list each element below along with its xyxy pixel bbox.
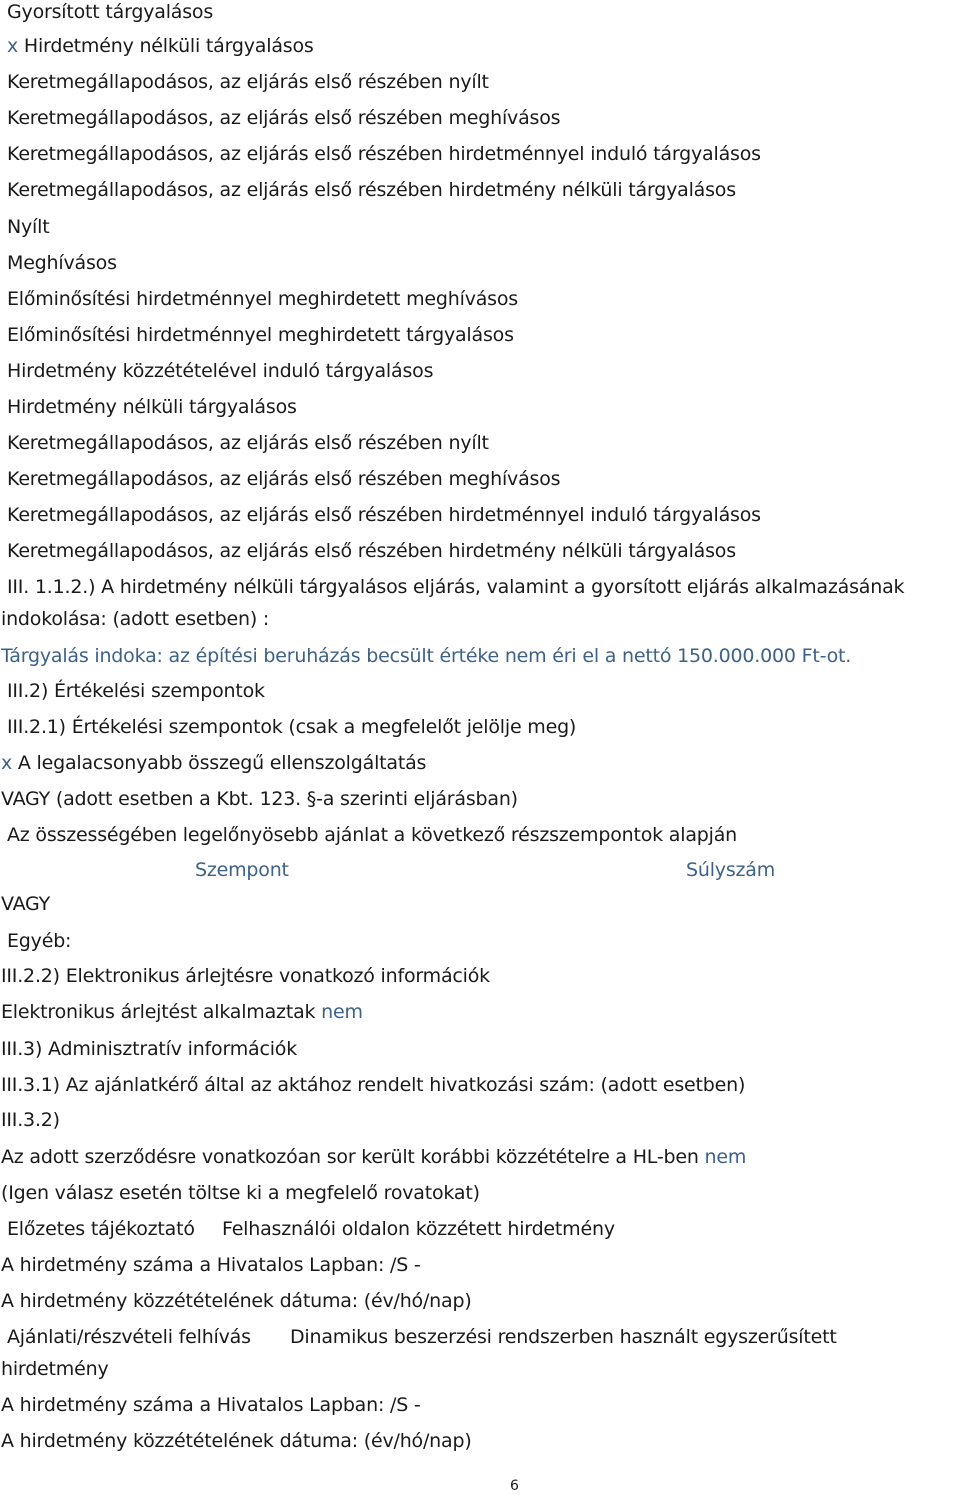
section-3-2-2-title: III.2.2) Elektronikus árlejtésre vonatkozó információk bbox=[1, 965, 490, 987]
dps-option-cont: hirdetmény bbox=[1, 1358, 109, 1380]
criterion-lowest-price-checked bbox=[1, 751, 426, 775]
previous-publication-label: Az adott szerződésre vonatkozóan sor került korábbi közzétételre a HL-ben bbox=[1, 1146, 699, 1168]
other-label: Egyéb: bbox=[7, 930, 72, 952]
procedure-framework-negotiated-with-notice: Keretmegállapodásos, az eljárás első részében hirdetménnyel induló tárgyalásos bbox=[7, 143, 761, 165]
procedure-framework-open: Keretmegállapodásos, az eljárás első részében nyílt bbox=[7, 71, 489, 93]
section-3-2-title: III.2) Értékelési szempontok bbox=[7, 680, 265, 702]
previous-publication-line bbox=[1, 1145, 746, 1169]
electronic-auction-label: Elektronikus árlejtést alkalmaztak bbox=[1, 1001, 316, 1023]
dps-option: Dinamikus beszerzési rendszerben használt egyszerűsített bbox=[290, 1326, 837, 1348]
section-3-3-title: III.3) Adminisztratív információk bbox=[1, 1038, 298, 1060]
section-3-3-1-title: III.3.1) Az ajánlatkérő által az aktához rendelt hivatkozási szám: (adott esetben) bbox=[1, 1074, 746, 1096]
check-mark: x bbox=[7, 35, 19, 57]
negotiation-reason: Tárgyalás indoka: az építési beruházás becsült értéke nem éri el a nettó 150.000.000 Ft-ot. bbox=[1, 645, 852, 667]
procedure-negotiated-without-notice: Hirdetmény nélküli tárgyalásos bbox=[7, 396, 297, 418]
procedure-framework-restricted: Keretmegállapodásos, az eljárás első részében meghívásos bbox=[7, 107, 561, 129]
procedure-framework-negotiated-without-notice: Keretmegállapodásos, az eljárás első részében hirdetmény nélküli tárgyalásos bbox=[7, 179, 736, 201]
check-mark: x bbox=[1, 752, 13, 774]
procedure-framework-restricted-2: Keretmegállapodásos, az eljárás első részében meghívásos bbox=[7, 468, 561, 490]
procedure-framework-negotiated-without-notice-2: Keretmegállapodásos, az eljárás első részében hirdetmény nélküli tárgyalásos bbox=[7, 540, 736, 562]
procedure-restricted: Meghívásos bbox=[7, 252, 117, 274]
procedure-open: Nyílt bbox=[7, 216, 50, 238]
electronic-auction-value: nem bbox=[321, 1001, 363, 1023]
procedure-framework-negotiated-with-notice-2: Keretmegállapodásos, az eljárás első részében hirdetménnyel induló tárgyalásos bbox=[7, 504, 761, 526]
prior-info-option: Előzetes tájékoztató bbox=[7, 1218, 195, 1240]
section-3-2-1-title: III.2.1) Értékelési szempontok (csak a megfelelőt jelölje meg) bbox=[7, 716, 577, 738]
column-criterion-header: Szempont bbox=[195, 859, 289, 881]
procedure-label: Hirdetmény nélküli tárgyalásos bbox=[23, 35, 314, 57]
procedure-negotiated-without-notice-checked bbox=[7, 34, 314, 58]
criterion-label: A legalacsonyabb összegű ellenszolgáltatás bbox=[17, 752, 427, 774]
publication-date-1: A hirdetmény közzétételének dátuma: (év/hó/nap) bbox=[1, 1290, 472, 1312]
section-3-1-1-2-heading: III. 1.1.2.) A hirdetmény nélküli tárgyalásos eljárás, valamint a gyorsított eljárás alkalmazásának bbox=[7, 576, 905, 598]
if-yes-note: (Igen válasz esetén töltse ki a megfelelő rovatokat) bbox=[1, 1182, 480, 1204]
oj-number-2: A hirdetmény száma a Hivatalos Lapban: /S - bbox=[1, 1394, 421, 1416]
or-label: VAGY bbox=[1, 893, 51, 915]
buyer-profile-option: Felhasználói oldalon közzétett hirdetmény bbox=[222, 1218, 615, 1240]
procedure-negotiated-with-publication: Hirdetmény közzétételével induló tárgyalásos bbox=[7, 360, 434, 382]
procedure-prequalified-negotiated: Előminősítési hirdetménnyel meghirdetett tárgyalásos bbox=[7, 324, 514, 346]
oj-number-1: A hirdetmény száma a Hivatalos Lapban: /S - bbox=[1, 1254, 421, 1276]
call-for-tender-option: Ajánlati/részvételi felhívás bbox=[7, 1326, 251, 1348]
procedure-framework-open-2: Keretmegállapodásos, az eljárás első részében nyílt bbox=[7, 432, 489, 454]
procedure-prequalified-restricted: Előminősítési hirdetménnyel meghirdetett meghívásos bbox=[7, 288, 519, 310]
procedure-accelerated-negotiated: Gyorsított tárgyalásos bbox=[7, 1, 214, 23]
criterion-best-value: Az összességében legelőnyösebb ajánlat a következő részszempontok alapján bbox=[7, 824, 737, 846]
column-weight-header: Súlyszám bbox=[686, 859, 776, 881]
or-note: VAGY (adott esetben a Kbt. 123. §-a szerinti eljárásban) bbox=[1, 788, 518, 810]
publication-date-2: A hirdetmény közzétételének dátuma: (év/hó/nap) bbox=[1, 1430, 472, 1452]
section-3-3-2-title: III.3.2) bbox=[1, 1109, 60, 1131]
electronic-auction-line bbox=[1, 1000, 363, 1024]
section-3-1-1-2-heading-cont: indokolása: (adott esetben) : bbox=[1, 608, 270, 630]
page-number: 6 bbox=[510, 1478, 519, 1494]
previous-publication-value: nem bbox=[704, 1146, 747, 1168]
